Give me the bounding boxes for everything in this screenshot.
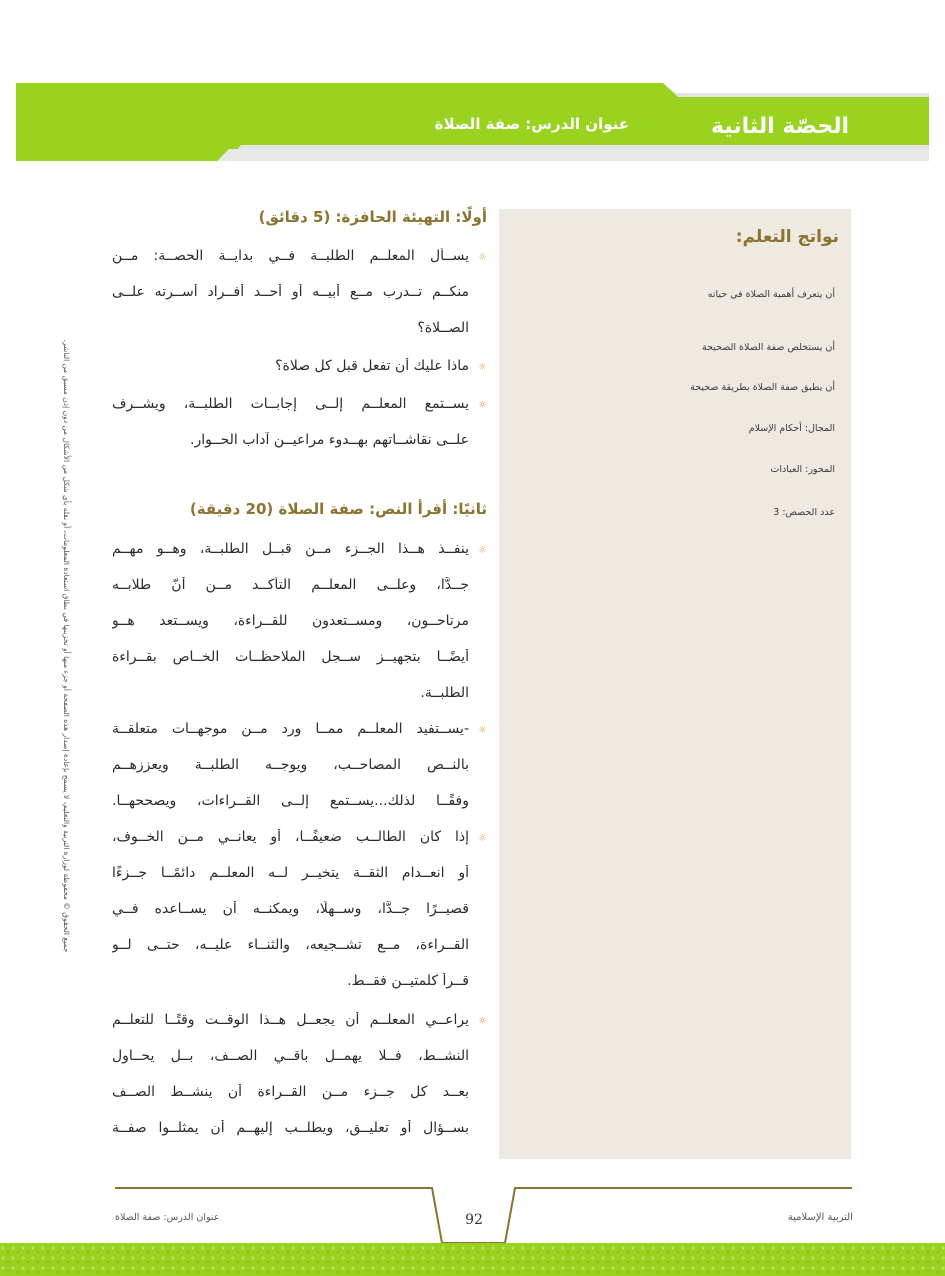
footer-subject: التربية الإسلامية (787, 1212, 853, 1223)
bullet-icon: ☼ (478, 545, 487, 556)
bullet-line: ينفــذ هــذا الجــزء مــن قبــل الطلبــة، وهــو مهــم (112, 541, 469, 557)
bullet-line: بعــد كل جــزء مــن القــراءة أن ينشــط الصــف (112, 1084, 469, 1100)
bullet-line: جــدًّا، وعلــى المعلــم التأكــد مــن أنّ طلابــه (112, 577, 469, 593)
bullet-icon: ☼ (478, 252, 487, 263)
bullet-icon: ☼ (478, 725, 487, 736)
domain-label: المجال: أحكام الإسلام (748, 423, 835, 434)
bullet-icon: ☼ (478, 362, 487, 373)
footer-shape (0, 1185, 945, 1276)
bullet-line: قصيــرًا جــدًّا، وســهلًا، ويمكنــه أن يســاعده فــي (112, 901, 469, 917)
bullet-line: بالنــص المصاحــب، ويوجــه الطلبــة ويعززهــم (112, 757, 469, 773)
bullet-line: وفقًــا لذلك...يســتمع إلــى القــراءات، ويصححهــا. (112, 793, 469, 809)
section-2-title: ثانيًا: أقرأ النص: صفة الصلاة (20 دقيقة) (189, 500, 487, 518)
bullet-line: إذا كان الطالــب ضعيفًــا، أو يعانــي مــن الخــوف، (112, 829, 469, 845)
page-number: 92 (465, 1212, 483, 1228)
bullet-icon: ☼ (478, 833, 487, 844)
bullet-line: قــرأ كلمتيــن فقــط. (347, 973, 469, 989)
bullet-line: النشــط، فــلا يهمــل باقــي الصــف، بــل يحــاول (112, 1048, 469, 1064)
axis-label: المحور: العبادات (770, 464, 835, 475)
bullet-icon: ☼ (478, 1016, 487, 1027)
bullet-line: أيضًــا بتجهيــز ســجل الملاحظــات الخــاص بقــراءة (112, 649, 469, 665)
bullet-line: الطلبــة. (420, 685, 469, 701)
outcome-2: أن يستخلص صفة الصلاة الصحيحة (702, 342, 835, 353)
learning-outcomes-panel (499, 209, 851, 1159)
bullet-line: علــى نقاشــاتهم بهــدوء مراعيــن آداب الحــوار. (190, 432, 469, 448)
outcome-3: أن يطبق صفة الصلاة بطريقة صحيحة (690, 382, 835, 393)
bullet-line: مرتاحــون، ومســتعدون للقــراءة، ويســتعد هــو (112, 613, 469, 629)
bullet-line: يســتمع المعلــم إلــى إجابــات الطلبــة، ويشــرف (112, 396, 469, 412)
bullet-line: -يســتفيد المعلــم ممــا ورد مــن موجهــات متعلقــة (112, 721, 469, 737)
bullet-line: الصــلاة؟ (417, 320, 469, 336)
bullet-line: بســؤال أو تعليــق، ويطلــب إليهــم أن يمثلــوا صفــة (112, 1120, 469, 1136)
bullet-line: القــراءة، مــع تشــجيعه، والثنــاء عليــه، حتــى لــو (112, 937, 469, 953)
page-footer (0, 1185, 945, 1276)
bullet-icon: ☼ (478, 400, 487, 411)
copyright-note: جميع الحقوق © محفوظة لوزارة التربية والتعليم، لا يسمح بإعادة إصدار هذه الصفحة أو جزء منها أو تخزينها في نطاق استعادة المعلومات، أو نقله بأي شكل من الأشكال من دون إذن مسبق من الناشر. (62, 339, 71, 953)
bullet-line: أو انعــدام الثقــة يتخيــر لــه المعلــم دائمًــا جــزءًا (112, 865, 469, 881)
bullet-line: ماذا عليك أن تفعل قبل كل صلاة؟ (275, 358, 469, 374)
bullet-line: يســأل المعلــم الطلبــة فــي بدايــة الحصــة: مــن (112, 248, 469, 264)
bullet-line: منكــم تــدرب مــع أبيــه أو أحــد أفــراد أســرته علــى (112, 284, 469, 300)
sessions-count: عدد الحصص: 3 (773, 507, 835, 518)
section-1-title: أولًا: التهيئة الحافزة: (5 دقائق) (258, 208, 487, 226)
session-title: الحصّة الثانية (711, 114, 849, 139)
lesson-title: عنوان الدرس: صفة الصلاة (434, 115, 629, 133)
outcome-1: أن يتعرف أهمية الصلاة في حياته (707, 289, 835, 300)
learning-outcomes-heading: نواتج التعلم: (735, 227, 839, 247)
bullet-line: يراعــي المعلــم أن يجعــل هــذا الوقــت وقتًــا للتعلــم (112, 1012, 469, 1028)
footer-lesson-title: عنوان الدرس: صفة الصلاة (115, 1212, 220, 1223)
